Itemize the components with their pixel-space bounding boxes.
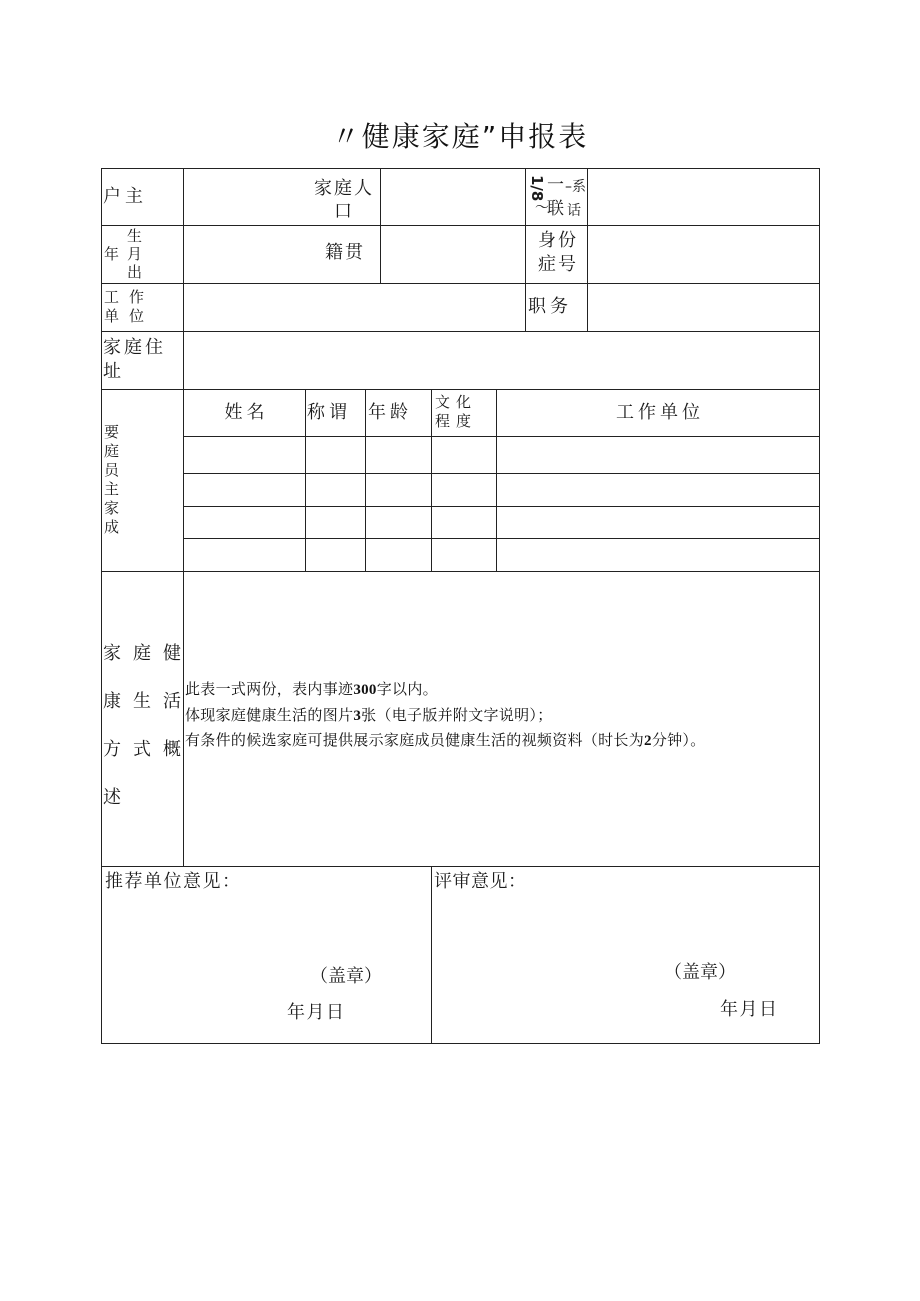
member-header-work-unit: 工作单位 (616, 402, 704, 423)
work-unit-label-cell (102, 284, 184, 332)
member-row-2-age-cell (366, 474, 432, 507)
member-row-3-age-cell (366, 507, 432, 539)
work-unit-label (104, 288, 154, 326)
member-header-education-line: 程度 (435, 412, 478, 430)
instruction-text: 有条件的候选家庭可提供展示家庭成员健康生活的视频资料（时长为 (185, 733, 645, 749)
household-head-label-cell (102, 169, 184, 226)
household-size-label-line: 口 (334, 201, 354, 222)
recommend-opinion-label: 推荐单位意见： (105, 871, 242, 892)
id-number-label-cell (526, 226, 588, 284)
instruction-number: 300 (353, 682, 377, 698)
birth-label-line: 年月 (104, 245, 151, 263)
instruction-line (185, 678, 706, 704)
member-row-4-work-unit-cell (497, 539, 820, 572)
member-row-4-education-cell (432, 539, 497, 572)
member-header-age: 年龄 (368, 402, 412, 423)
contact-rotated-glyph: 1/8 (528, 175, 546, 202)
id-number-value-cell (588, 226, 820, 284)
member-row-1-education-cell (432, 437, 497, 474)
id-number-label-line: 身份 (538, 230, 578, 251)
household-size-value-cell (381, 169, 526, 226)
member-row-3-education-cell (432, 507, 497, 539)
work-unit-value-cell (184, 284, 526, 332)
review-opinion-label: 评审意见： (434, 871, 527, 892)
instruction-text: 字以内。 (376, 682, 438, 698)
lifestyle-label-line: 述 (103, 787, 133, 808)
member-row-1-name-cell (184, 437, 306, 474)
household-size-label-line: 家庭人 (314, 178, 374, 199)
instruction-text: 张（电子版并附文字说明）； (361, 707, 553, 724)
contact-phone-value-cell (588, 169, 820, 226)
instruction-number: 3 (353, 707, 362, 724)
position-label: 职务 (528, 296, 572, 317)
member-row-4-name-cell (184, 539, 306, 572)
contact-label-line: 话 (567, 203, 581, 219)
instruction-text: 体现家庭健康生活的图片 (185, 707, 354, 724)
recommend-opinion-cell (102, 867, 432, 1044)
lifestyle-label-line: 家庭健 (103, 643, 193, 664)
application-form-table (101, 168, 820, 1044)
lifestyle-label-cell (102, 572, 193, 867)
recommend-seal-label: （盖章） (310, 966, 382, 987)
instruction-number: 2 (644, 733, 652, 749)
family-members-label-cell (102, 390, 184, 572)
review-opinion-cell (432, 867, 820, 1044)
address-label (103, 336, 166, 384)
member-header-education-cell (432, 390, 497, 437)
contact-mark-glyph: 〜 (535, 200, 549, 216)
member-header-relation-cell (306, 390, 366, 437)
lifestyle-label-line: 方式概 (103, 739, 193, 760)
position-label-cell (526, 284, 588, 332)
recommend-date-label: 年月日 (287, 1002, 346, 1023)
member-header-name-cell (184, 390, 306, 437)
contact-label-line: –系 (565, 179, 586, 195)
address-value-cell (184, 332, 820, 390)
id-number-label (538, 229, 578, 277)
native-place-label: 籍贯 (325, 242, 365, 263)
member-row-3-name-cell (184, 507, 306, 539)
id-number-label-line: 症号 (538, 254, 578, 275)
lifestyle-label-line: 康生活 (103, 691, 193, 712)
contact-label-col1 (547, 173, 564, 221)
household-head-value-cell (184, 169, 381, 226)
household-head-label: 户主 (103, 186, 147, 207)
lifestyle-description-cell (184, 572, 820, 867)
address-label-line: 家庭住 (103, 337, 166, 358)
member-header-name: 姓名 (224, 402, 269, 423)
instruction-text: 此表一式两份，表内事迹 (185, 682, 354, 698)
member-row-2-work-unit-cell (497, 474, 820, 507)
contact-phone-label-cell (526, 169, 588, 226)
member-header-education-line: 文化 (435, 393, 478, 411)
member-row-1-relation-cell (306, 437, 366, 474)
member-row-3-relation-cell (306, 507, 366, 539)
native-place-value-cell (381, 226, 526, 284)
work-unit-label-line: 工作 (104, 288, 155, 306)
member-header-education (435, 393, 477, 431)
instruction-line (185, 704, 706, 730)
member-row-4-relation-cell (306, 539, 366, 572)
birth-label-line: 生 (127, 227, 143, 245)
member-row-3-work-unit-cell (497, 507, 820, 539)
member-header-work-unit-cell (497, 390, 820, 437)
member-row-1-age-cell (366, 437, 432, 474)
form-title: 〃健康家庭”申报表 (331, 120, 589, 153)
instruction-line (185, 729, 706, 755)
lifestyle-instructions (185, 678, 706, 755)
member-row-2-name-cell (184, 474, 306, 507)
work-unit-label-line: 单位 (104, 307, 155, 325)
review-seal-label: （盖章） (664, 962, 736, 983)
family-members-label: 要庭员主家成 (104, 423, 120, 536)
review-date-label: 年月日 (720, 999, 779, 1020)
position-value-cell (588, 284, 820, 332)
address-label-line: 址 (103, 361, 124, 382)
member-header-age-cell (366, 390, 432, 437)
lifestyle-label (103, 630, 193, 822)
member-row-1-work-unit-cell (497, 437, 820, 474)
member-row-2-education-cell (432, 474, 497, 507)
contact-label-line: 联 (547, 199, 564, 219)
member-row-4-age-cell (366, 539, 432, 572)
birth-value-cell (184, 226, 381, 284)
contact-label-col2 (565, 175, 586, 223)
birth-label-line: 出 (127, 263, 143, 281)
birth-label-cell (102, 226, 184, 284)
member-row-2-relation-cell (306, 474, 366, 507)
address-label-cell (102, 332, 184, 390)
member-header-relation: 称谓 (307, 402, 351, 423)
household-size-label (310, 177, 376, 223)
contact-label-line: 一 (547, 175, 564, 195)
instruction-text: 分钟）。 (651, 733, 706, 749)
